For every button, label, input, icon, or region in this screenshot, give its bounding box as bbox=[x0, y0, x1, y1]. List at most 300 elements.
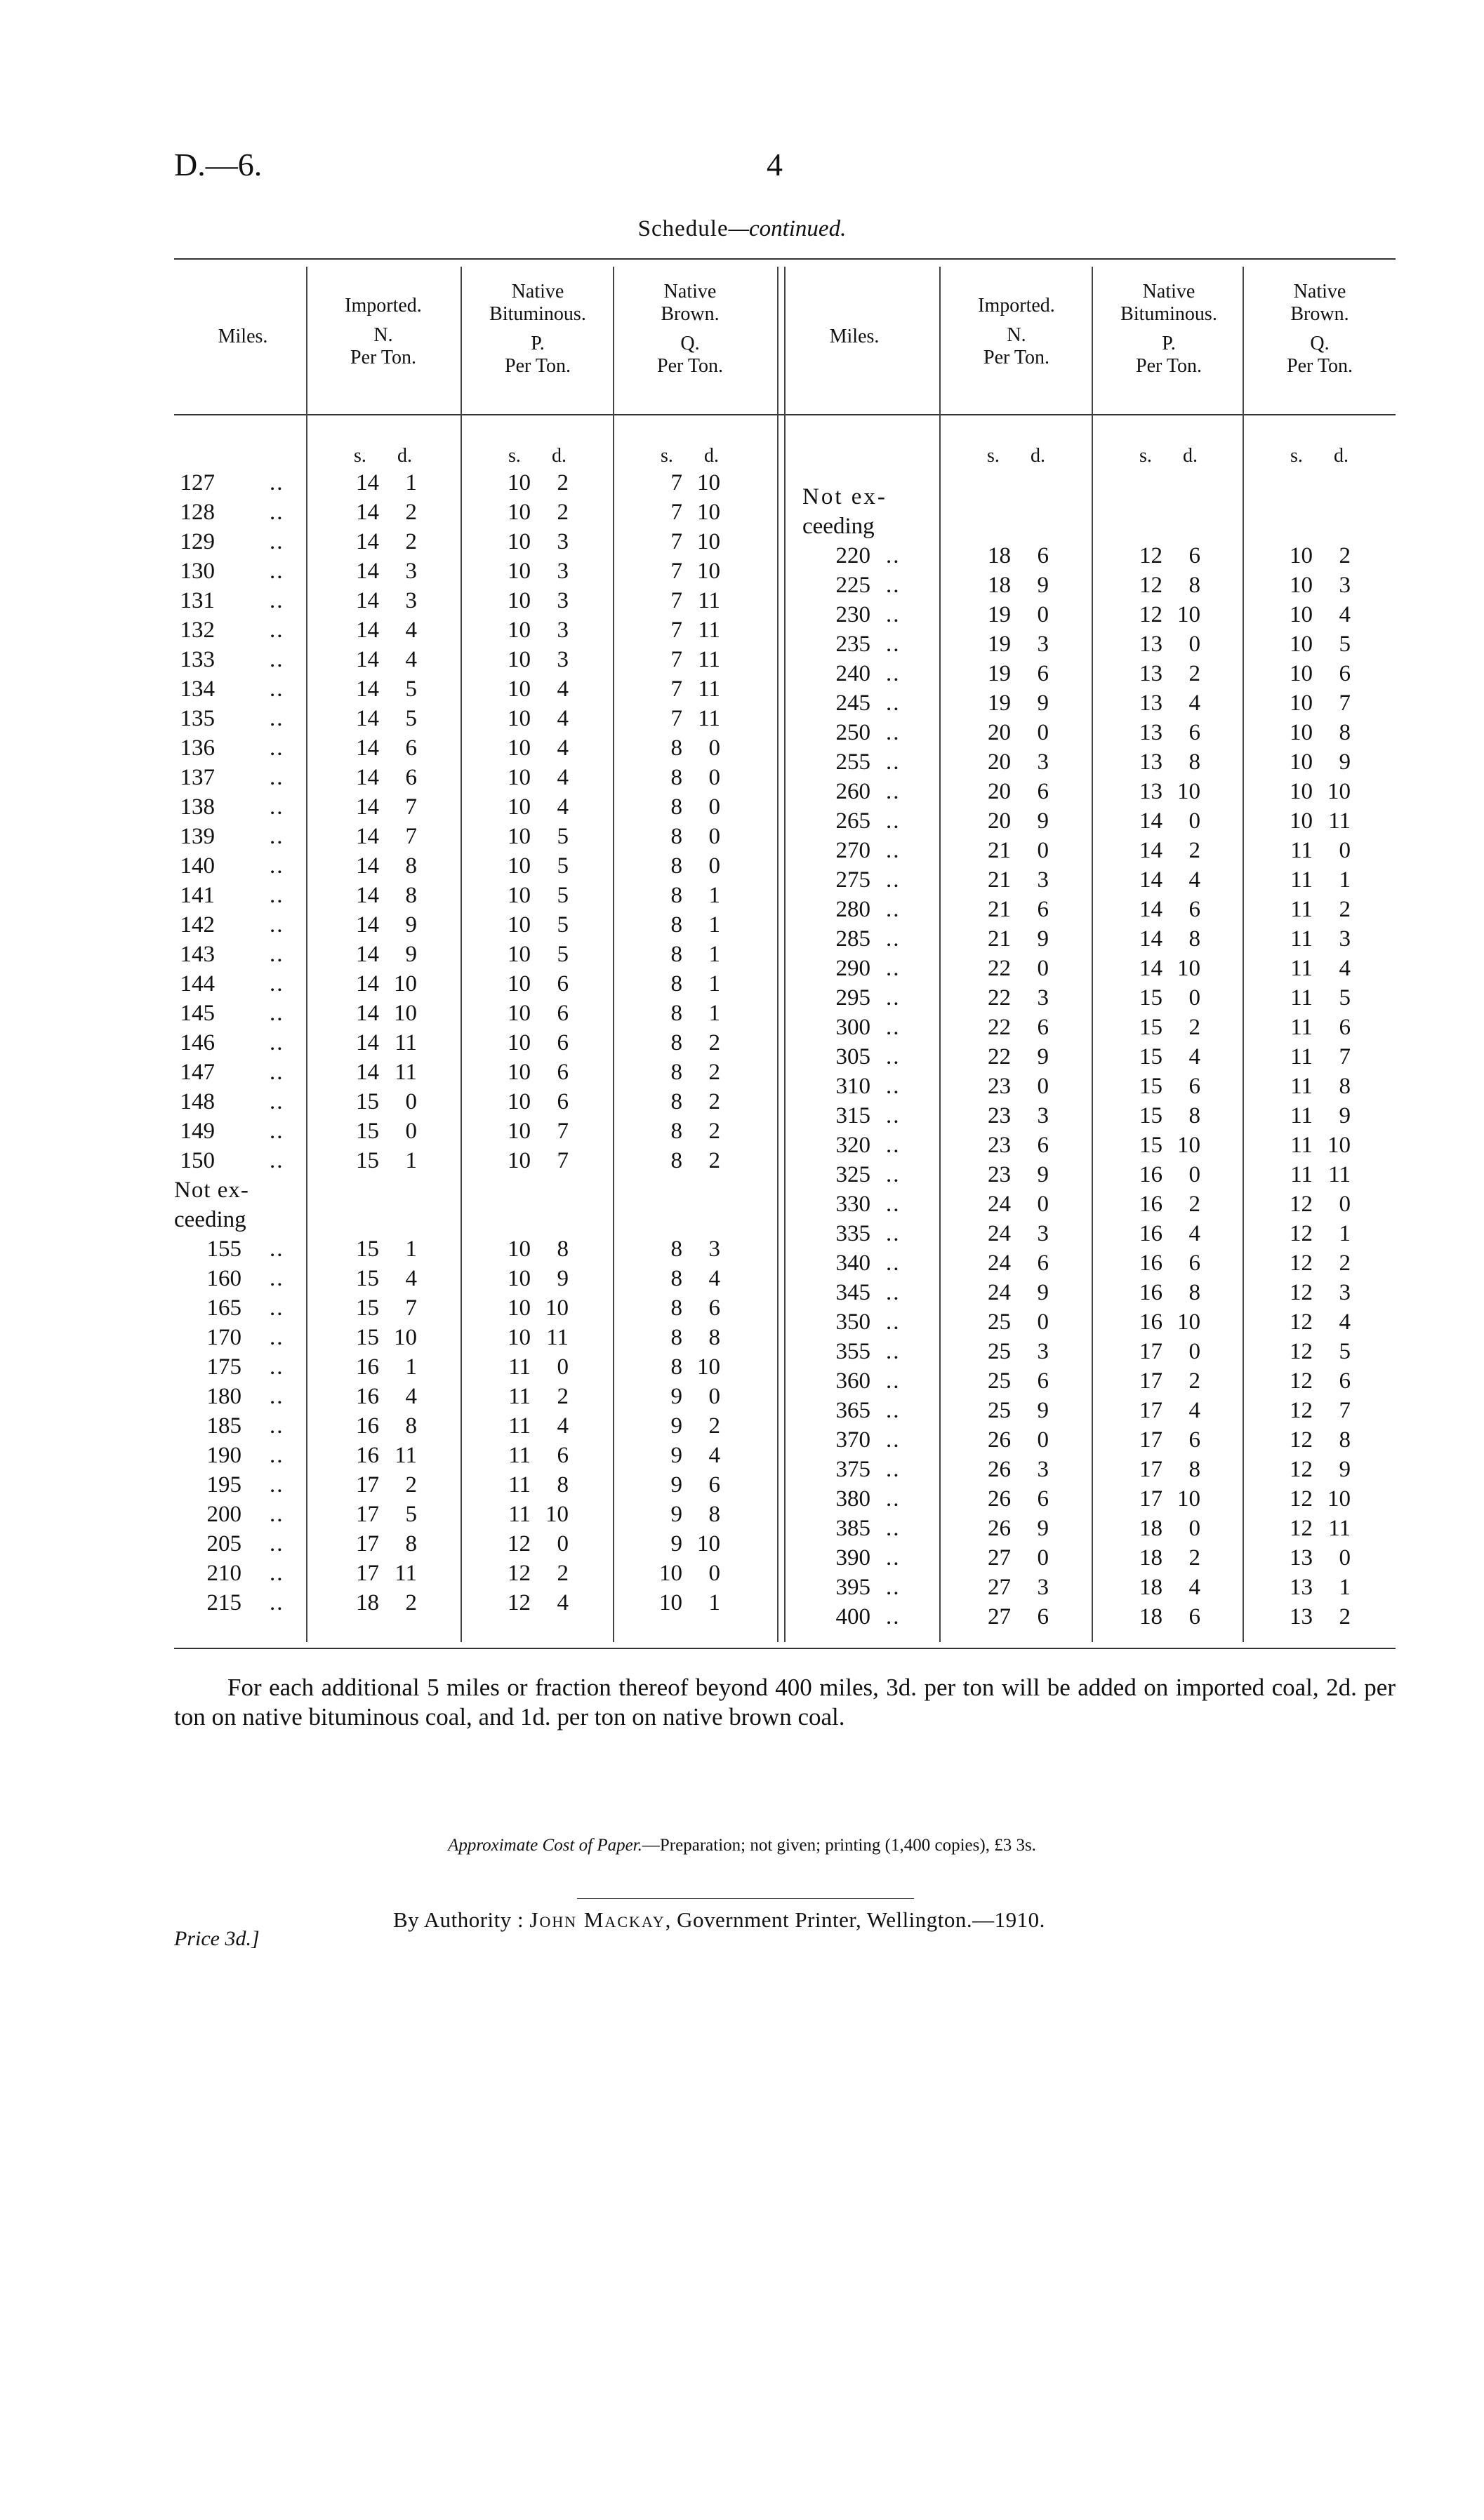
left-brown-shillings: 7 bbox=[670, 470, 682, 495]
right-bituminous-pence: 0 bbox=[1188, 985, 1200, 1011]
left-bituminous-shillings: 10 bbox=[508, 1060, 531, 1085]
left-brown-shillings: 9 bbox=[670, 1502, 682, 1527]
right-header-brown-line: Q. bbox=[1310, 333, 1330, 354]
right-not-exceeding: ceeding bbox=[802, 514, 875, 539]
right-brown-pence: 4 bbox=[1339, 1309, 1351, 1335]
left-brown-shillings: 8 bbox=[670, 883, 682, 908]
right-imported-pence: 9 bbox=[1037, 808, 1049, 834]
left-dot-leader: .. bbox=[270, 1325, 284, 1350]
right-brown-shillings: 12 bbox=[1290, 1427, 1313, 1453]
right-dot-leader: .. bbox=[886, 1103, 901, 1128]
left-header-brown bbox=[613, 281, 767, 378]
left-header-brown-line: Per Ton. bbox=[657, 355, 723, 377]
right-imported-shillings: 25 bbox=[988, 1398, 1011, 1423]
left-imported-pence: 8 bbox=[405, 853, 417, 879]
left-bituminous-pence: 4 bbox=[557, 676, 569, 702]
left-bituminous-shillings: 11 bbox=[508, 1472, 531, 1498]
right-miles: 250 bbox=[835, 720, 870, 745]
left-bituminous-pence: 4 bbox=[557, 765, 569, 790]
left-imported-shillings: 14 bbox=[356, 735, 379, 761]
left-bituminous-pence: 6 bbox=[557, 971, 569, 996]
right-bituminous-pence: 0 bbox=[1188, 1516, 1200, 1541]
right-bituminous-pence: 6 bbox=[1188, 1427, 1200, 1453]
right-imported-shillings: 26 bbox=[988, 1457, 1011, 1482]
right-imported-pence: 0 bbox=[1037, 720, 1049, 745]
right-unit-s-imported: s. bbox=[987, 445, 1000, 467]
left-brown-shillings: 9 bbox=[670, 1384, 682, 1409]
right-bituminous-pence: 2 bbox=[1188, 661, 1200, 686]
left-dot-leader: .. bbox=[270, 1030, 284, 1055]
left-brown-pence: 0 bbox=[708, 853, 720, 879]
left-header-imported-line: Imported. bbox=[345, 295, 422, 316]
right-miles: 290 bbox=[835, 956, 870, 981]
left-brown-shillings: 8 bbox=[670, 1236, 682, 1262]
right-bituminous-pence: 2 bbox=[1188, 1368, 1200, 1394]
right-imported-pence: 6 bbox=[1037, 543, 1049, 568]
left-imported-pence: 1 bbox=[405, 470, 417, 495]
right-imported-pence: 6 bbox=[1037, 1604, 1049, 1629]
right-dot-leader: .. bbox=[886, 808, 901, 834]
left-miles: 155 bbox=[206, 1236, 241, 1262]
right-dot-leader: .. bbox=[886, 543, 901, 568]
right-dot-leader: .. bbox=[886, 602, 901, 627]
right-miles: 295 bbox=[835, 985, 870, 1011]
left-brown-shillings: 8 bbox=[670, 1030, 682, 1055]
right-imported-shillings: 20 bbox=[988, 779, 1011, 804]
left-brown-shillings: 8 bbox=[670, 824, 682, 849]
left-brown-pence: 10 bbox=[697, 559, 720, 584]
right-imported-shillings: 24 bbox=[988, 1251, 1011, 1276]
right-brown-pence: 3 bbox=[1339, 926, 1351, 952]
right-bituminous-pence: 4 bbox=[1188, 1398, 1200, 1423]
left-brown-pence: 6 bbox=[708, 1472, 720, 1498]
right-bituminous-pence: 10 bbox=[1177, 779, 1200, 804]
right-dot-leader: .. bbox=[886, 1015, 901, 1040]
left-bituminous-pence: 4 bbox=[557, 735, 569, 761]
left-header-imported-line: Per Ton. bbox=[350, 347, 416, 368]
right-brown-shillings: 12 bbox=[1290, 1192, 1313, 1217]
right-header-imported bbox=[939, 295, 1094, 369]
right-bituminous-pence: 2 bbox=[1188, 1545, 1200, 1571]
left-imported-shillings: 14 bbox=[356, 588, 379, 613]
left-brown-shillings: 7 bbox=[670, 529, 682, 554]
brown-right-rule-r bbox=[1243, 267, 1244, 1642]
left-bituminous-shillings: 10 bbox=[508, 1236, 531, 1262]
right-header-miles: Miles. bbox=[829, 326, 880, 347]
right-imported-shillings: 25 bbox=[988, 1368, 1011, 1394]
right-imported-shillings: 23 bbox=[988, 1133, 1011, 1158]
left-brown-shillings: 8 bbox=[670, 1148, 682, 1173]
right-header-imported-line: N. bbox=[1007, 324, 1026, 346]
left-brown-pence: 1 bbox=[708, 883, 720, 908]
right-dot-leader: .. bbox=[886, 897, 901, 922]
right-imported-pence: 3 bbox=[1037, 867, 1049, 893]
right-bituminous-pence: 0 bbox=[1188, 808, 1200, 834]
right-imported-pence: 0 bbox=[1037, 602, 1049, 627]
right-dot-leader: .. bbox=[886, 691, 901, 716]
left-dot-leader: .. bbox=[270, 559, 284, 584]
left-imported-shillings: 16 bbox=[356, 1384, 379, 1409]
left-brown-shillings: 8 bbox=[670, 1266, 682, 1291]
right-bituminous-pence: 10 bbox=[1177, 1309, 1200, 1335]
left-brown-pence: 3 bbox=[708, 1236, 720, 1262]
right-bituminous-shillings: 18 bbox=[1139, 1516, 1162, 1541]
right-imported-pence: 3 bbox=[1037, 749, 1049, 775]
left-imported-shillings: 14 bbox=[356, 912, 379, 938]
right-brown-shillings: 11 bbox=[1290, 956, 1313, 981]
right-miles: 325 bbox=[835, 1162, 870, 1187]
right-dot-leader: .. bbox=[886, 1133, 901, 1158]
right-bituminous-shillings: 16 bbox=[1139, 1162, 1162, 1187]
left-miles: 165 bbox=[206, 1295, 241, 1321]
left-brown-shillings: 9 bbox=[670, 1472, 682, 1498]
right-unit-s-brown: s. bbox=[1290, 445, 1303, 467]
right-dot-leader: .. bbox=[886, 779, 901, 804]
right-brown-pence: 0 bbox=[1339, 838, 1351, 863]
left-miles: 185 bbox=[206, 1413, 241, 1439]
right-brown-shillings: 11 bbox=[1290, 926, 1313, 952]
right-bituminous-pence: 8 bbox=[1188, 1457, 1200, 1482]
left-bituminous-shillings: 10 bbox=[508, 1089, 531, 1114]
right-imported-shillings: 21 bbox=[988, 867, 1011, 893]
imported-left-rule bbox=[306, 267, 307, 1642]
right-imported-pence: 6 bbox=[1037, 897, 1049, 922]
left-brown-pence: 6 bbox=[708, 1295, 720, 1321]
left-imported-shillings: 16 bbox=[356, 1443, 379, 1468]
right-dot-leader: .. bbox=[886, 1074, 901, 1099]
left-bituminous-shillings: 10 bbox=[508, 735, 531, 761]
right-brown-pence: 8 bbox=[1339, 1074, 1351, 1099]
price: Price 3d.] bbox=[174, 1927, 260, 1950]
left-imported-pence: 11 bbox=[395, 1443, 417, 1468]
bituminous-right-rule-r bbox=[1092, 267, 1093, 1642]
right-miles: 390 bbox=[835, 1545, 870, 1571]
right-imported-shillings: 26 bbox=[988, 1427, 1011, 1453]
right-brown-pence: 1 bbox=[1339, 867, 1351, 893]
right-dot-leader: .. bbox=[886, 1251, 901, 1276]
right-bituminous-shillings: 15 bbox=[1139, 1103, 1162, 1128]
left-imported-shillings: 14 bbox=[356, 647, 379, 672]
left-unit-d-imported: d. bbox=[397, 445, 412, 467]
left-imported-shillings: 18 bbox=[356, 1590, 379, 1615]
left-bituminous-pence: 8 bbox=[557, 1472, 569, 1498]
left-bituminous-pence: 4 bbox=[557, 1413, 569, 1439]
left-bituminous-shillings: 10 bbox=[508, 529, 531, 554]
left-brown-shillings: 7 bbox=[670, 647, 682, 672]
right-bituminous-pence: 8 bbox=[1188, 1103, 1200, 1128]
right-header-imported-line: Imported. bbox=[978, 295, 1055, 316]
right-bituminous-shillings: 17 bbox=[1139, 1427, 1162, 1453]
left-brown-shillings: 7 bbox=[670, 676, 682, 702]
left-header-brown-line: Q. bbox=[680, 333, 700, 354]
left-brown-shillings: 8 bbox=[670, 942, 682, 967]
left-unit-s-imported: s. bbox=[354, 445, 366, 467]
left-brown-shillings: 8 bbox=[670, 735, 682, 761]
right-brown-pence: 4 bbox=[1339, 602, 1351, 627]
right-brown-pence: 7 bbox=[1339, 1044, 1351, 1069]
right-brown-shillings: 11 bbox=[1290, 1015, 1313, 1040]
right-dot-leader: .. bbox=[886, 573, 901, 598]
left-bituminous-shillings: 10 bbox=[508, 470, 531, 495]
right-dot-leader: .. bbox=[886, 1044, 901, 1069]
left-brown-pence: 0 bbox=[708, 1561, 720, 1586]
left-brown-shillings: 8 bbox=[670, 1354, 682, 1380]
bituminous-left-rule bbox=[461, 267, 462, 1642]
right-imported-pence: 3 bbox=[1037, 985, 1049, 1011]
right-bituminous-shillings: 17 bbox=[1139, 1339, 1162, 1364]
table-split-rule-1 bbox=[777, 267, 779, 1642]
right-imported-shillings: 25 bbox=[988, 1339, 1011, 1364]
right-miles: 365 bbox=[835, 1398, 870, 1423]
left-imported-pence: 7 bbox=[405, 1295, 417, 1321]
left-dot-leader: .. bbox=[270, 676, 284, 702]
left-brown-shillings: 9 bbox=[670, 1413, 682, 1439]
right-bituminous-shillings: 17 bbox=[1139, 1486, 1162, 1512]
left-bituminous-pence: 4 bbox=[557, 706, 569, 731]
right-bituminous-shillings: 18 bbox=[1139, 1545, 1162, 1571]
left-bituminous-pence: 2 bbox=[557, 470, 569, 495]
right-brown-shillings: 12 bbox=[1290, 1368, 1313, 1394]
left-brown-shillings: 8 bbox=[670, 971, 682, 996]
right-miles: 360 bbox=[835, 1368, 870, 1394]
left-dot-leader: .. bbox=[270, 1413, 284, 1439]
left-brown-shillings: 9 bbox=[670, 1531, 682, 1556]
left-miles: 142 bbox=[180, 912, 215, 938]
right-brown-shillings: 11 bbox=[1290, 897, 1313, 922]
left-bituminous-shillings: 10 bbox=[508, 824, 531, 849]
right-bituminous-shillings: 13 bbox=[1139, 661, 1162, 686]
right-bituminous-shillings: 18 bbox=[1139, 1604, 1162, 1629]
left-bituminous-shillings: 10 bbox=[508, 676, 531, 702]
left-miles: 175 bbox=[206, 1354, 241, 1380]
right-bituminous-shillings: 12 bbox=[1139, 543, 1162, 568]
table-bottom-rule bbox=[174, 1648, 1396, 1649]
right-brown-pence: 1 bbox=[1339, 1575, 1351, 1600]
right-header-brown-line: Per Ton. bbox=[1287, 355, 1353, 377]
left-imported-pence: 7 bbox=[405, 794, 417, 820]
left-bituminous-shillings: 10 bbox=[508, 559, 531, 584]
left-header-miles: Miles. bbox=[218, 326, 268, 347]
left-dot-leader: .. bbox=[270, 1590, 284, 1615]
left-brown-shillings: 8 bbox=[670, 794, 682, 820]
left-imported-shillings: 15 bbox=[356, 1148, 379, 1173]
left-unit-s-bituminous: s. bbox=[508, 445, 521, 467]
right-brown-pence: 10 bbox=[1327, 1133, 1351, 1158]
left-dot-leader: .. bbox=[270, 765, 284, 790]
left-miles: 137 bbox=[180, 765, 215, 790]
imported-right-rule-r bbox=[939, 267, 941, 1642]
right-brown-shillings: 12 bbox=[1290, 1457, 1313, 1482]
right-bituminous-shillings: 17 bbox=[1139, 1368, 1162, 1394]
right-bituminous-pence: 8 bbox=[1188, 573, 1200, 598]
left-brown-pence: 10 bbox=[697, 500, 720, 525]
left-dot-leader: .. bbox=[270, 588, 284, 613]
left-imported-pence: 11 bbox=[395, 1030, 417, 1055]
right-imported-shillings: 22 bbox=[988, 956, 1011, 981]
right-bituminous-pence: 4 bbox=[1188, 1221, 1200, 1246]
left-imported-pence: 6 bbox=[405, 765, 417, 790]
right-dot-leader: .. bbox=[886, 867, 901, 893]
right-brown-shillings: 12 bbox=[1290, 1398, 1313, 1423]
right-imported-pence: 6 bbox=[1037, 1368, 1049, 1394]
left-brown-pence: 2 bbox=[708, 1060, 720, 1085]
left-header-bituminous-line: Bituminous. bbox=[489, 303, 586, 325]
right-miles: 345 bbox=[835, 1280, 870, 1305]
left-bituminous-shillings: 11 bbox=[508, 1384, 531, 1409]
left-imported-shillings: 16 bbox=[356, 1413, 379, 1439]
left-brown-pence: 1 bbox=[708, 1590, 720, 1615]
left-brown-pence: 2 bbox=[708, 1413, 720, 1439]
authority-line bbox=[393, 1907, 1045, 1933]
right-brown-pence: 0 bbox=[1339, 1545, 1351, 1571]
right-bituminous-pence: 10 bbox=[1177, 1133, 1200, 1158]
left-bituminous-shillings: 10 bbox=[508, 647, 531, 672]
left-dot-leader: .. bbox=[270, 706, 284, 731]
document-id: D.—6. bbox=[174, 147, 263, 182]
right-dot-leader: .. bbox=[886, 1162, 901, 1187]
right-bituminous-shillings: 16 bbox=[1139, 1192, 1162, 1217]
left-bituminous-shillings: 10 bbox=[508, 618, 531, 643]
right-brown-pence: 5 bbox=[1339, 1339, 1351, 1364]
left-dot-leader: .. bbox=[270, 942, 284, 967]
right-miles: 330 bbox=[835, 1192, 870, 1217]
left-header-bituminous-line: Native bbox=[511, 281, 564, 302]
right-brown-pence: 4 bbox=[1339, 956, 1351, 981]
left-imported-shillings: 14 bbox=[356, 971, 379, 996]
right-dot-leader: .. bbox=[886, 1280, 901, 1305]
left-bituminous-shillings: 10 bbox=[508, 765, 531, 790]
right-bituminous-shillings: 12 bbox=[1139, 573, 1162, 598]
left-miles: 149 bbox=[180, 1119, 215, 1144]
right-bituminous-pence: 8 bbox=[1188, 1280, 1200, 1305]
left-header-imported-line: N. bbox=[373, 324, 393, 346]
left-imported-shillings: 16 bbox=[356, 1354, 379, 1380]
left-imported-pence: 0 bbox=[405, 1089, 417, 1114]
right-imported-shillings: 21 bbox=[988, 897, 1011, 922]
left-header-bituminous bbox=[461, 281, 615, 378]
left-imported-shillings: 14 bbox=[356, 1030, 379, 1055]
left-brown-pence: 2 bbox=[708, 1148, 720, 1173]
right-miles: 235 bbox=[835, 632, 870, 657]
left-imported-shillings: 14 bbox=[356, 824, 379, 849]
left-bituminous-shillings: 10 bbox=[508, 1266, 531, 1291]
left-imported-shillings: 15 bbox=[356, 1089, 379, 1114]
left-bituminous-shillings: 10 bbox=[508, 794, 531, 820]
cost-note-label: Approximate Cost of Paper. bbox=[448, 1836, 642, 1855]
right-miles: 280 bbox=[835, 897, 870, 922]
left-bituminous-pence: 4 bbox=[557, 794, 569, 820]
left-imported-pence: 1 bbox=[405, 1236, 417, 1262]
right-bituminous-pence: 10 bbox=[1177, 602, 1200, 627]
left-imported-shillings: 15 bbox=[356, 1295, 379, 1321]
left-brown-shillings: 7 bbox=[670, 706, 682, 731]
left-brown-pence: 2 bbox=[708, 1089, 720, 1114]
right-brown-shillings: 11 bbox=[1290, 1074, 1313, 1099]
left-brown-pence: 11 bbox=[698, 618, 720, 643]
left-imported-shillings: 15 bbox=[356, 1119, 379, 1144]
right-bituminous-shillings: 14 bbox=[1139, 808, 1162, 834]
right-bituminous-pence: 4 bbox=[1188, 691, 1200, 716]
left-dot-leader: .. bbox=[270, 647, 284, 672]
right-imported-shillings: 23 bbox=[988, 1103, 1011, 1128]
right-brown-pence: 2 bbox=[1339, 897, 1351, 922]
left-dot-leader: .. bbox=[270, 1472, 284, 1498]
right-bituminous-pence: 4 bbox=[1188, 1575, 1200, 1600]
right-imported-pence: 3 bbox=[1037, 1103, 1049, 1128]
left-imported-pence: 2 bbox=[405, 1472, 417, 1498]
left-imported-shillings: 17 bbox=[356, 1561, 379, 1586]
authority-rule bbox=[577, 1898, 914, 1899]
right-brown-shillings: 11 bbox=[1290, 1133, 1313, 1158]
left-brown-pence: 1 bbox=[708, 942, 720, 967]
right-header-brown bbox=[1243, 281, 1397, 378]
left-brown-pence: 11 bbox=[698, 588, 720, 613]
right-bituminous-shillings: 18 bbox=[1139, 1575, 1162, 1600]
left-bituminous-pence: 3 bbox=[557, 559, 569, 584]
right-brown-shillings: 11 bbox=[1290, 985, 1313, 1011]
left-miles: 143 bbox=[180, 942, 215, 967]
right-brown-shillings: 12 bbox=[1290, 1280, 1313, 1305]
right-bituminous-shillings: 13 bbox=[1139, 749, 1162, 775]
left-dot-leader: .. bbox=[270, 470, 284, 495]
left-imported-shillings: 14 bbox=[356, 618, 379, 643]
left-miles: 145 bbox=[180, 1001, 215, 1026]
right-header-brown-line: Native bbox=[1293, 281, 1346, 302]
right-brown-shillings: 12 bbox=[1290, 1309, 1313, 1335]
right-bituminous-pence: 4 bbox=[1188, 1044, 1200, 1069]
right-bituminous-pence: 4 bbox=[1188, 867, 1200, 893]
left-brown-shillings: 8 bbox=[670, 1119, 682, 1144]
right-imported-pence: 3 bbox=[1037, 632, 1049, 657]
right-brown-pence: 3 bbox=[1339, 573, 1351, 598]
right-bituminous-shillings: 16 bbox=[1139, 1221, 1162, 1246]
table-top-rule bbox=[174, 258, 1396, 260]
right-miles: 270 bbox=[835, 838, 870, 863]
left-imported-pence: 5 bbox=[405, 676, 417, 702]
right-header-bituminous bbox=[1092, 281, 1246, 378]
right-imported-shillings: 19 bbox=[988, 602, 1011, 627]
right-brown-pence: 8 bbox=[1339, 720, 1351, 745]
right-imported-pence: 6 bbox=[1037, 1133, 1049, 1158]
right-dot-leader: .. bbox=[886, 661, 901, 686]
right-imported-shillings: 22 bbox=[988, 985, 1011, 1011]
left-brown-pence: 1 bbox=[708, 1001, 720, 1026]
right-brown-pence: 6 bbox=[1339, 661, 1351, 686]
right-brown-shillings: 10 bbox=[1290, 573, 1313, 598]
right-brown-pence: 5 bbox=[1339, 985, 1351, 1011]
left-dot-leader: .. bbox=[270, 500, 284, 525]
right-brown-shillings: 10 bbox=[1290, 691, 1313, 716]
printer-name: John Mackay bbox=[529, 1907, 665, 1932]
left-brown-pence: 2 bbox=[708, 1119, 720, 1144]
right-header-bituminous-line: P. bbox=[1162, 333, 1176, 354]
left-brown-pence: 10 bbox=[697, 1531, 720, 1556]
left-dot-leader: .. bbox=[270, 1089, 284, 1114]
right-brown-shillings: 11 bbox=[1290, 1103, 1313, 1128]
left-brown-pence: 10 bbox=[697, 529, 720, 554]
right-imported-shillings: 26 bbox=[988, 1486, 1011, 1512]
right-imported-shillings: 19 bbox=[988, 632, 1011, 657]
left-bituminous-shillings: 10 bbox=[508, 588, 531, 613]
left-imported-shillings: 14 bbox=[356, 883, 379, 908]
left-bituminous-pence: 4 bbox=[557, 1590, 569, 1615]
right-brown-shillings: 11 bbox=[1290, 1162, 1313, 1187]
right-imported-shillings: 24 bbox=[988, 1221, 1011, 1246]
left-brown-pence: 0 bbox=[708, 765, 720, 790]
right-imported-shillings: 19 bbox=[988, 691, 1011, 716]
right-brown-pence: 9 bbox=[1339, 749, 1351, 775]
right-brown-shillings: 10 bbox=[1290, 661, 1313, 686]
